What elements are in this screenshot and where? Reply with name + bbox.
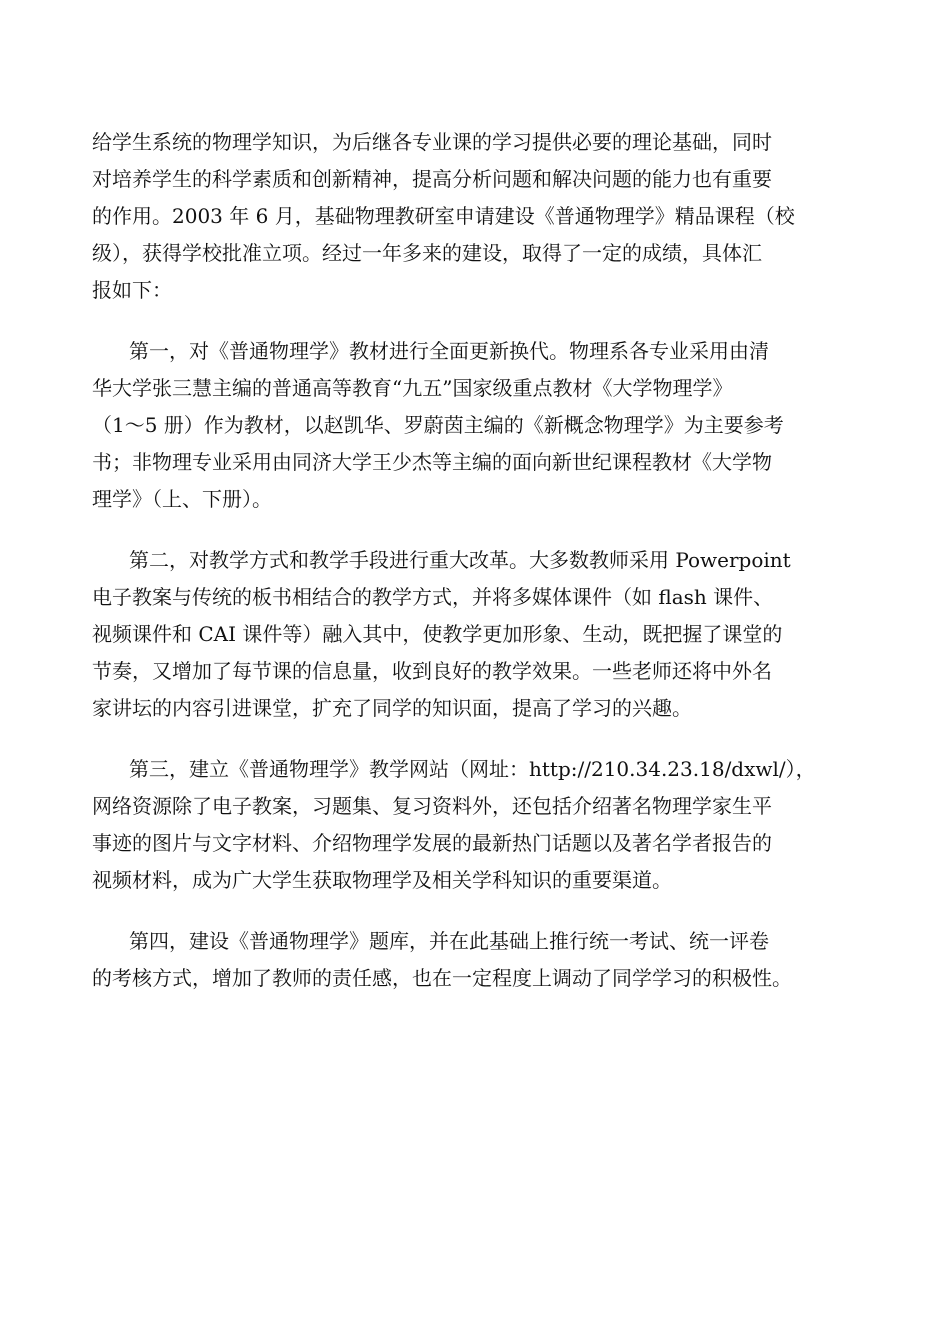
paragraph-intro	[92, 124, 858, 309]
text-line: （1～5 册）作为教材，以赵凯华、罗蔚茵主编的《新概念物理学》为主要参考	[92, 413, 784, 437]
paragraph-fourth	[92, 923, 858, 997]
document-body	[92, 124, 858, 1021]
text-line: 网络资源除了电子教案，习题集、复习资料外，还包括介绍著名物理学家生平	[92, 794, 772, 818]
text-line: 第四，建设《普通物理学》题库，并在此基础上推行统一考试、统一评卷	[129, 929, 769, 953]
text-line: 视频材料，成为广大学生获取物理学及相关学科知识的重要渠道。	[92, 868, 672, 892]
text-line: 书；非物理专业采用由同济大学王少杰等主编的面向新世纪课程教材《大学物	[92, 450, 772, 474]
paragraph-second	[92, 542, 858, 727]
text-line: 给学生系统的物理学知识，为后继各专业课的学习提供必要的理论基础，同时	[92, 130, 772, 154]
text-line: 级），获得学校批准立项。经过一年多来的建设，取得了一定的成绩，具体汇	[92, 241, 762, 265]
text-line: 节奏，又增加了每节课的信息量，收到良好的教学效果。一些老师还将中外名	[92, 659, 772, 683]
text-line: 的考核方式，增加了教师的责任感，也在一定程度上调动了同学学习的积极性。	[92, 966, 792, 990]
text-line: 对培养学生的科学素质和创新精神，提高分析问题和解决问题的能力也有重要	[92, 167, 772, 191]
text-line: 事迹的图片与文字材料、介绍物理学发展的最新热门话题以及著名学者报告的	[92, 831, 772, 855]
text-line: 电子教案与传统的板书相结合的教学方式，并将多媒体课件（如 flash 课件、	[92, 585, 774, 609]
text-line: 第三，建立《普通物理学》教学网站（网址：http://210.34.23.18/dxwl/），	[129, 757, 816, 781]
text-line: 理学》（上、下册）。	[92, 487, 272, 511]
paragraph-first	[92, 333, 858, 518]
text-line: 第二，对教学方式和教学手段进行重大改革。大多数教师采用 Powerpoint	[129, 548, 791, 572]
text-line: 的作用。2003 年 6 月，基础物理教研室申请建设《普通物理学》精品课程（校	[92, 204, 795, 228]
text-line: 报如下：	[92, 278, 172, 302]
text-line: 华大学张三慧主编的普通高等教育“九五”国家级重点教材《大学物理学》	[92, 376, 733, 400]
text-line: 第一，对《普通物理学》教材进行全面更新换代。物理系各专业采用由清	[129, 339, 769, 363]
text-line: 视频课件和 CAI 课件等）融入其中，使教学更加形象、生动，既把握了课堂的	[92, 622, 783, 646]
paragraph-third	[92, 751, 858, 899]
text-line: 家讲坛的内容引进课堂，扩充了同学的知识面，提高了学习的兴趣。	[92, 696, 692, 720]
